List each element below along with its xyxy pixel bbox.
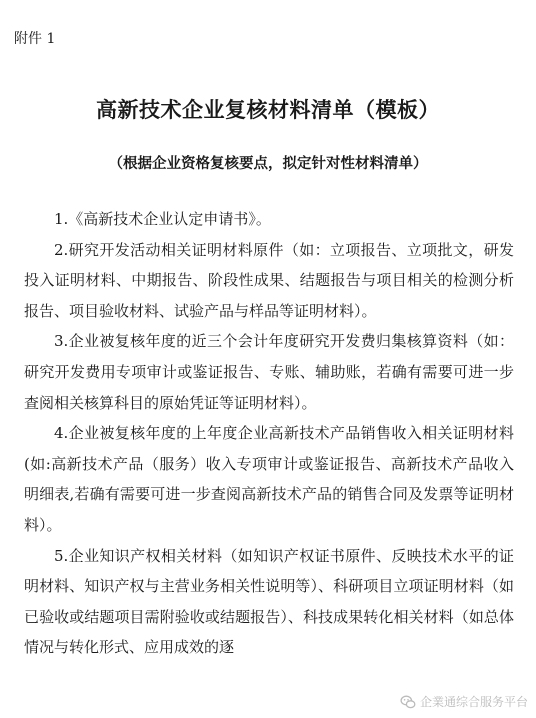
document-title: 高新技术企业复核材料清单（模板） — [96, 97, 440, 122]
watermark-text: 企業通综合服务平台 — [419, 695, 528, 709]
list-item: 3.企业被复核年度的近三个会计年度研究开发费归集核算资料（如：研究开发费用专项审计或鉴证报告、专账、辅助账，若确有需要可进一步查阅相关核算科目的原始凭证等证明材料）。 — [24, 332, 514, 412]
document-subtitle: （根据企业资格复核要点，拟定针对性材料清单） — [108, 155, 428, 172]
list-item: 2.研究开发活动相关证明材料原件（如：立项报告、立项批文，研发投入证明材料、中期报告、阶段性成果、结题报告与项目相关的检测分析报告、项目验收材料、试验产品与样品等证明材料）。 — [24, 240, 514, 320]
list-item: 5.企业知识产权相关材料（如知识产权证书原件、反映技术水平的证明材料、知识产权与主营业务相关性说明等）、科研项目立项证明材料（如已验收或结题项目需附验收或结题报告）、科技成果转化相关材料（如总体情况与转化形式、应用成效的逐 — [24, 546, 514, 657]
attachment-label: 附件 1 — [14, 31, 56, 47]
material-list — [24, 204, 514, 663]
wechat-icon — [400, 694, 416, 710]
list-item: 4.企业被复核年度的上年度企业高新技术产品销售收入相关证明材料(如:高新技术产品（服务）收入专项审计或鉴证报告、高新技术产品收入明细表,若确有需要可进一步查阅高新技术产品的销售合同及发票等证明材料）。 — [24, 424, 514, 534]
list-item: 1.《高新技术企业认定申请书》。 — [54, 210, 271, 228]
watermark — [400, 693, 528, 710]
